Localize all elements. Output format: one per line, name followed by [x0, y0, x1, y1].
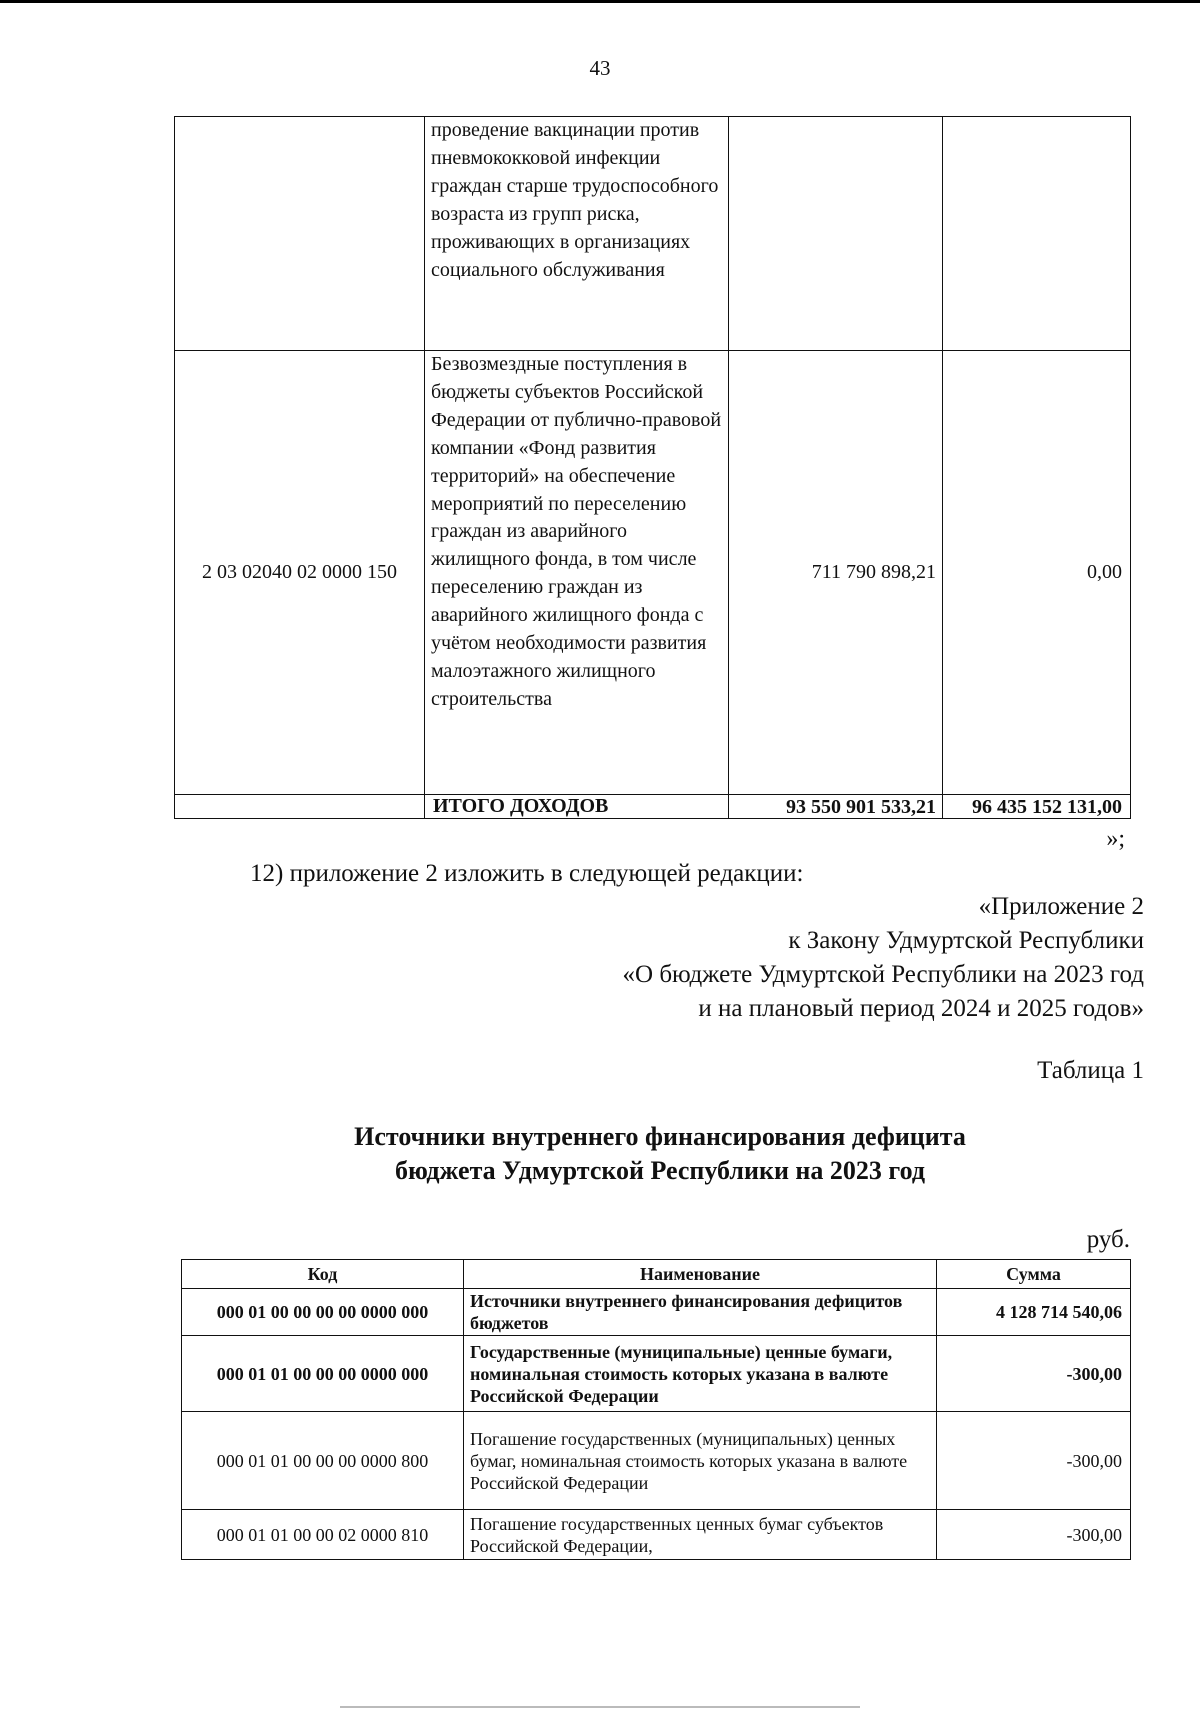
- value-2024-cell: 0,00: [943, 351, 1131, 795]
- code-cell: 000 01 01 00 00 00 0000 800: [182, 1412, 464, 1510]
- total-2024: 96 435 152 131,00: [943, 795, 1131, 819]
- title-line: Источники внутреннего финансирования дефицита: [354, 1122, 966, 1151]
- code-cell: 000 01 00 00 00 00 0000 000: [182, 1289, 464, 1336]
- document-title: [0, 1120, 1200, 1188]
- column-header-code: Код: [182, 1260, 464, 1289]
- income-table: [174, 116, 1131, 819]
- sum-cell: -300,00: [937, 1510, 1131, 1560]
- header-row: [182, 1260, 1131, 1289]
- sum-cell: -300,00: [937, 1412, 1131, 1510]
- sources-table: [181, 1259, 1131, 1560]
- name-cell: Источники внутреннего финансирования дефицитов бюджетов: [464, 1289, 937, 1336]
- value-2023-cell: 711 790 898,21: [729, 351, 943, 795]
- title-line: бюджета Удмуртской Республики на 2023 год: [395, 1156, 925, 1185]
- name-cell: проведение вакцинации против пневмококковой инфекции граждан старше трудоспособного возраста из групп риска, проживающих в организациях социального обслуживания: [425, 117, 729, 351]
- name-cell: Государственные (муниципальные) ценные бумаги, номинальная стоимость которых указана в валюте Российской Федерации: [464, 1336, 937, 1412]
- currency-unit: руб.: [1086, 1226, 1130, 1253]
- appendix-line: и на плановый период 2024 и 2025 годов»: [698, 995, 1144, 1022]
- total-code-cell: [175, 795, 425, 819]
- table-row: [182, 1336, 1131, 1412]
- amendment-text: 12) приложение 2 изложить в следующей редакции:: [250, 860, 804, 887]
- table-row: [175, 351, 1131, 795]
- total-row: [175, 795, 1131, 819]
- table-row: [182, 1412, 1131, 1510]
- table-label: Таблица 1: [1037, 1057, 1144, 1084]
- sum-cell: 4 128 714 540,06: [937, 1289, 1131, 1336]
- page-number: 43: [589, 56, 611, 80]
- value-2024-cell: [943, 117, 1131, 351]
- value-2023-cell: [729, 117, 943, 351]
- appendix-line: «О бюджете Удмуртской Республики на 2023 год: [622, 961, 1144, 988]
- bottom-edge-line: [340, 1706, 860, 1708]
- appendix-line: «Приложение 2: [978, 893, 1144, 920]
- table-row: [182, 1510, 1131, 1560]
- sum-cell: -300,00: [937, 1336, 1131, 1412]
- top-edge-line: [0, 0, 1200, 3]
- total-label: ИТОГО ДОХОДОВ: [425, 795, 729, 819]
- code-cell: 000 01 01 00 00 02 0000 810: [182, 1510, 464, 1560]
- name-cell: Погашение государственных ценных бумаг субъектов Российской Федерации,: [464, 1510, 937, 1560]
- column-header-sum: Сумма: [937, 1260, 1131, 1289]
- appendix-line: к Закону Удмуртской Республики: [788, 927, 1144, 954]
- code-cell: [175, 117, 425, 351]
- appendix-header: [344, 890, 1144, 1026]
- column-header-name: Наименование: [464, 1260, 937, 1289]
- table-row: [182, 1289, 1131, 1336]
- name-cell: Безвозмездные поступления в бюджеты субъектов Российской Федерации от публично-правовой компании «Фонд развития территорий» на обеспечение мероприятий по переселению граждан из аварийного жилищного фонда, в том числе переселению граждан из аварийного жилищного фонда с учётом необходимости развития малоэтажного жилищного строительства: [425, 351, 729, 795]
- name-cell: Погашение государственных (муниципальных) ценных бумаг, номинальная стоимость которых указана в валюте Российской Федерации: [464, 1412, 937, 1510]
- code-cell: 000 01 01 00 00 00 0000 000: [182, 1336, 464, 1412]
- code-cell: 2 03 02040 02 0000 150: [175, 351, 425, 795]
- total-2023: 93 550 901 533,21: [729, 795, 943, 819]
- closing-quote: »;: [1106, 826, 1125, 852]
- table-row: [175, 117, 1131, 351]
